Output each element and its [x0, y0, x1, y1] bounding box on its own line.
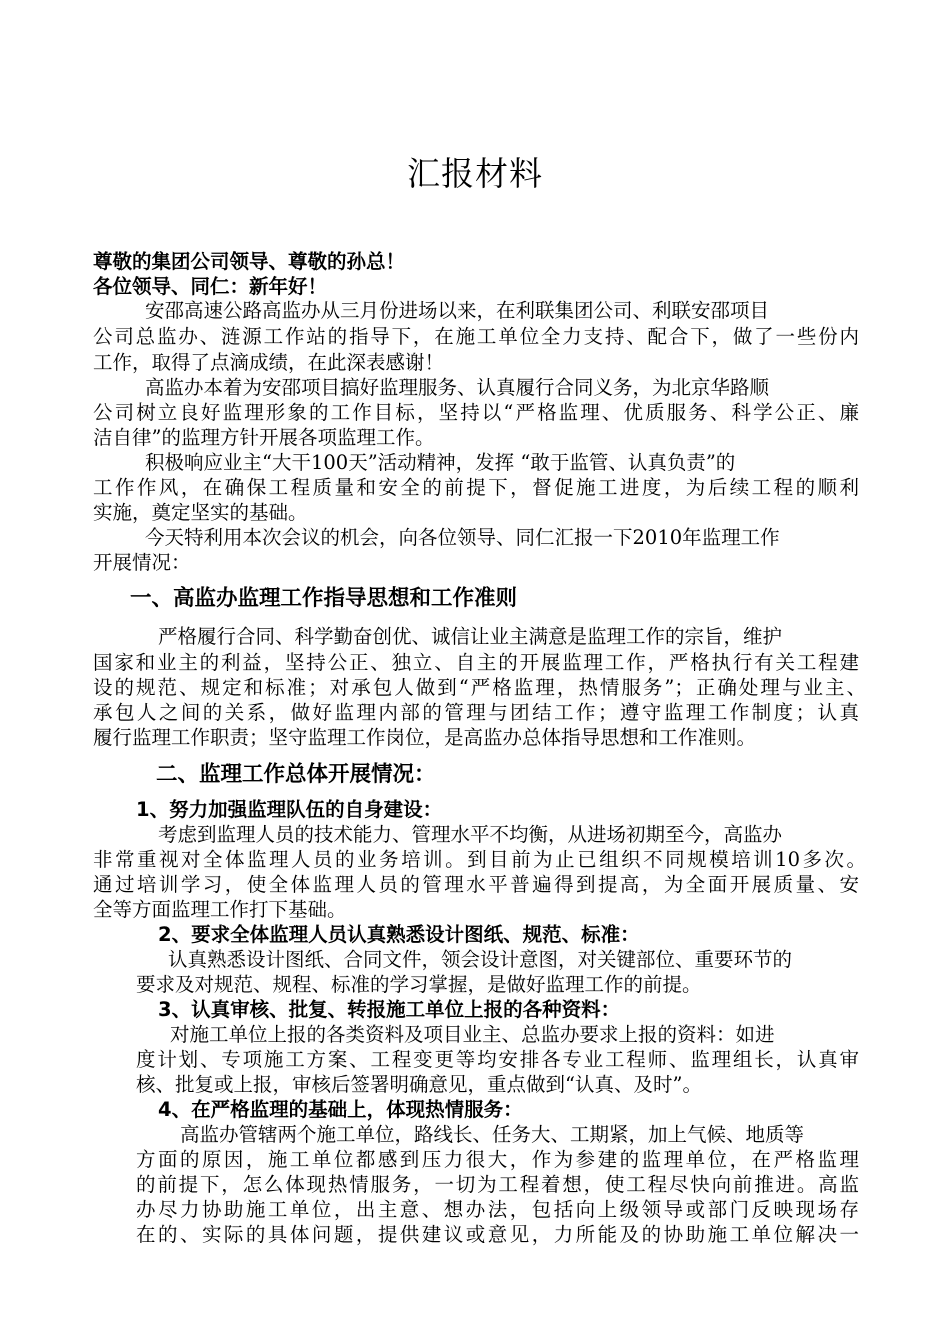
section-1-line-3: 设的规范、规定和标准；对承包人做到“严格监理，热情服务”；正确处理与业主、: [93, 676, 866, 699]
intro-p4-line-1: 今天特利用本次会议的机会，向各位领导、同仁汇报一下2010年监理工作: [145, 526, 780, 549]
section-1-heading: 一、高监办监理工作指导思想和工作准则: [130, 586, 518, 611]
intro-p2-line-3: 洁自律”的监理方针开展各项监理工作。: [93, 426, 435, 449]
item-4-line-1: 高监办管辖两个施工单位，路线长、任务大、工期紧，加上气候、地质等: [180, 1123, 805, 1146]
intro-p1-line-2: 公司总监办、涟源工作站的指导下，在施工单位全力支持、配合下，做了一些份内: [93, 325, 859, 348]
section-1-line-4: 承包人之间的关系，做好监理内部的管理与团结工作；遵守监理工作制度；认真: [93, 701, 859, 724]
intro-p1-line-1: 安邵高速公路高监办从三月份进场以来，在利联集团公司、利联安邵项目: [145, 299, 770, 322]
document-title: 汇报材料: [407, 154, 543, 193]
intro-p1-line-3: 工作，取得了点滴成绩，在此深表感谢！: [93, 351, 445, 374]
section-1-line-1: 严格履行合同、科学勤奋创优、诚信让业主满意是监理工作的宗旨，维护: [158, 625, 783, 648]
item-4-line-5: 在的、实际的具体问题，提供建议或意见，力所能及的协助施工单位解决一: [136, 1223, 859, 1246]
item-1-line-3: 通过培训学习，使全体监理人员的管理水平普遍得到提高，为全面开展质量、安: [93, 873, 859, 896]
item-3-line-1: 对施工单位上报的各类资料及项目业主、总监办要求上报的资料：如进: [170, 1023, 775, 1046]
item-4-line-4: 办尽力协助施工单位，出主意、想办法，包括向上级领导或部门反映现场存: [136, 1198, 859, 1221]
intro-p2-line-1: 高监办本着为安邵项目搞好监理服务、认真履行合同义务，为北京华路顺: [145, 376, 770, 399]
item-2-heading: 2、要求全体监理人员认真熟悉设计图纸、规范、标准：: [158, 923, 640, 946]
item-2-line-2: 要求及对规范、规程、标准的学习掌握，是做好监理工作的前提。: [136, 973, 702, 996]
section-1-line-5: 履行监理工作职责；坚守监理工作岗位，是高监办总体指导思想和工作准则。: [93, 726, 757, 749]
item-1-line-2: 非常重视对全体监理人员的业务培训。到目前为止已组织不同规模培训10多次。: [93, 848, 866, 871]
item-2-line-1: 认真熟悉设计图纸、合同文件，领会设计意图，对关键部位、重要环节的: [168, 948, 793, 971]
item-3-line-3: 核、批复或上报，审核后签署明确意见，重点做到“认真、及时”。: [136, 1073, 702, 1096]
intro-p2-line-2: 公司树立良好监理形象的工作目标，坚持以“严格监理、优质服务、科学公正、廉: [93, 401, 859, 424]
greeting-line-2: 各位领导、同仁：新年好！: [93, 275, 328, 298]
item-4-line-2: 方面的原因，施工单位都感到压力很大，作为参建的监理单位，在严格监理: [136, 1148, 859, 1171]
item-3-heading: 3、认真审核、批复、转报施工单位上报的各种资料：: [158, 998, 621, 1021]
item-4-heading: 4、在严格监理的基础上，体现热情服务：: [158, 1098, 523, 1121]
greeting-line-1: 尊敬的集团公司领导、尊敬的孙总！: [93, 250, 406, 273]
item-3-line-2: 度计划、专项施工方案、工程变更等均安排各专业工程师、监理组长，认真审: [136, 1048, 859, 1071]
intro-p3-line-1: 积极响应业主“大干100天”活动精神，发挥 “敢于监管、认真负责”的: [145, 451, 736, 474]
item-1-heading: 1、努力加强监理队伍的自身建设：: [136, 798, 443, 821]
intro-p3-line-3: 实施，奠定坚实的基础。: [93, 501, 308, 524]
section-1-line-2: 国家和业主的利益，坚持公正、独立、自主的开展监理工作，严格执行有关工程建: [93, 651, 859, 674]
item-4-line-3: 的前提下，怎么体现热情服务，一切为工程着想，使工程尽快向前推进。高监: [136, 1173, 859, 1196]
section-2-heading: 二、监理工作总体开展情况：: [156, 762, 436, 787]
item-1-line-4: 全等方面监理工作打下基础。: [93, 898, 347, 921]
item-1-line-1: 考虑到监理人员的技术能力、管理水平不均衡，从进场初期至今，高监办: [158, 823, 783, 846]
intro-p3-line-2: 工作作风，在确保工程质量和安全的前提下，督促施工进度，为后续工程的顺利: [93, 476, 859, 499]
intro-p4-line-2: 开展情况：: [93, 551, 191, 574]
